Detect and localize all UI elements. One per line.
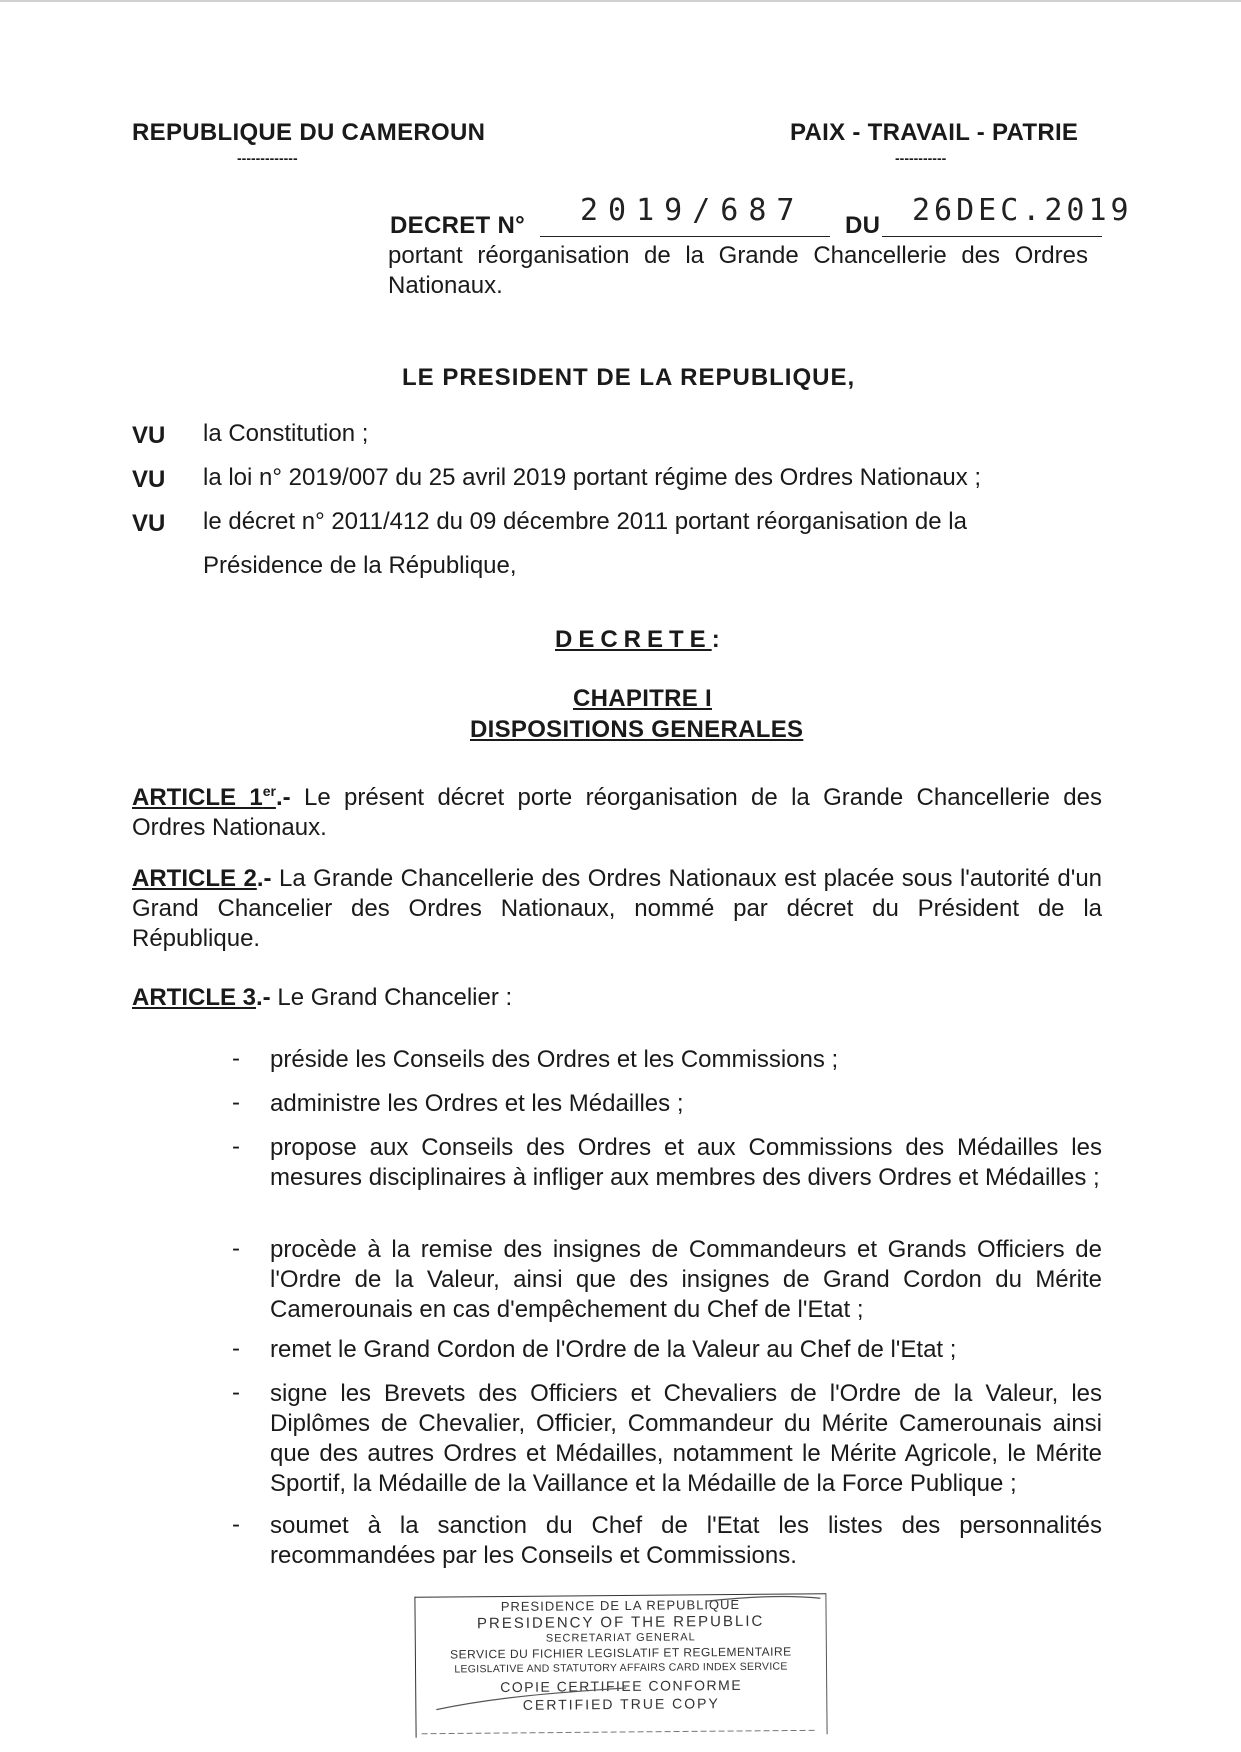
article-label: ARTICLE 2 bbox=[132, 865, 257, 892]
header-motto: PAIX - TRAVAIL - PATRIE bbox=[790, 119, 1079, 146]
bullet-dash: - bbox=[232, 1235, 240, 1262]
article-text: La Grande Chancellerie des Ordres Nationaux est placée sous l'autorité d'un Grand Chancelier des Ordres Nationaux, nommé par décret du Président de la République. bbox=[132, 865, 1103, 952]
bullet-dash: - bbox=[232, 1379, 240, 1406]
bullet-dash: - bbox=[232, 1335, 240, 1362]
decree-number: 2019/687 bbox=[580, 193, 805, 228]
decree-number-rule bbox=[540, 236, 830, 237]
visa-text: la loi n° 2019/007 du 25 avril 2019 portant régime des Ordres Nationaux ; bbox=[203, 464, 982, 491]
decree-date: 26DEC.2019 bbox=[912, 193, 1133, 228]
bullet-item: préside les Conseils des Ordres et les Commissions ; bbox=[270, 1046, 839, 1073]
header-right-dashes: ----------- bbox=[895, 150, 947, 166]
decree-subject: portant réorganisation de la Grande Chancellerie des Ordres Nationaux. bbox=[388, 242, 1088, 299]
bullet-item: remet le Grand Cordon de l'Ordre de la Valeur au Chef de l'Etat ; bbox=[270, 1336, 957, 1363]
stamp-line: COPIE CERTIFIEE CONFORME bbox=[500, 1676, 743, 1696]
certification-stamp bbox=[414, 1593, 827, 1738]
bullet-dash: - bbox=[232, 1089, 240, 1116]
bullet-item: administre les Ordres et les Médailles ; bbox=[270, 1090, 684, 1117]
bullet-item: propose aux Conseils des Ordres et aux Commissions des Médailles les mesures disciplinaires à infliger aux membres des divers Ordres et Médailles ; bbox=[270, 1134, 1102, 1191]
bullet-item: signe les Brevets des Officiers et Chevaliers de l'Ordre de la Valeur, les Diplômes de Chevalier, Officier, Commandeur du Mérite Camerounais ainsi que des autres Ordres et Médailles, notamment le Mérite Agricole, le Mérite Sportif, la Médaille de la Vaillance et la Médaille de la Force Publique ; bbox=[270, 1380, 1102, 1497]
bullet-dash: - bbox=[232, 1133, 240, 1160]
visa-text: le décret n° 2011/412 du 09 décembre 2011 portant réorganisation de la bbox=[203, 508, 967, 535]
bullet-item: procède à la remise des insignes de Commandeurs et Grands Officiers de l'Ordre de la Valeur, ainsi que des insignes de Grand Cordon du Mérite Camerounais en cas d'empêchement du Chef de l'Etat ; bbox=[270, 1236, 1102, 1323]
visa-text: la Constitution ; bbox=[203, 420, 369, 447]
stamp-line: PRESIDENCY OF THE REPUBLIC bbox=[476, 1612, 765, 1633]
article-1: ARTICLE 1er.- Le présent décret porte réorganisation de la Grande Chancellerie des Ordres Nationaux. bbox=[132, 783, 1102, 841]
visa-label: VU bbox=[132, 422, 166, 449]
decrete-colon: : bbox=[711, 626, 726, 653]
article-label: ARTICLE 1er bbox=[132, 783, 276, 811]
visa-label: VU bbox=[132, 466, 166, 493]
bullet-item: soumet à la sanction du Chef de l'Etat les listes des personnalités recommandées par les Conseils et Commissions. bbox=[270, 1512, 1102, 1569]
scan-top-edge bbox=[0, 0, 1241, 2]
chapter-subtitle: DISPOSITIONS GENERALES bbox=[470, 716, 804, 743]
president-heading: LE PRESIDENT DE LA REPUBLIQUE, bbox=[402, 364, 856, 391]
article-2: ARTICLE 2.- La Grande Chancellerie des Ordres Nationaux est placée sous l'autorité d'un Grand Chancelier des Ordres Nationaux, nommé par décret du Président de la République. bbox=[132, 865, 1103, 952]
stamp-line: CERTIFIED TRUE COPY bbox=[522, 1695, 720, 1713]
header-republic: REPUBLIQUE DU CAMEROUN bbox=[132, 119, 486, 146]
decrete-heading: DECRETE bbox=[555, 626, 712, 653]
article-text: Le Grand Chancelier : bbox=[277, 984, 513, 1011]
stamp-line: PRESIDENCE DE LA REPUBLIQUE bbox=[500, 1596, 741, 1615]
header-left-dashes: ------------- bbox=[237, 150, 298, 166]
article-3: ARTICLE 3.- Le Grand Chancelier : bbox=[132, 984, 513, 1011]
visa-text-continued: Présidence de la République, bbox=[203, 552, 517, 579]
chapter-title: CHAPITRE I bbox=[573, 685, 713, 712]
decree-label: DECRET N° bbox=[390, 212, 525, 239]
bullet-dash: - bbox=[232, 1511, 240, 1538]
stamp-line: LEGISLATIVE AND STATUTORY AFFAIRS CARD INDEX SERVICE bbox=[454, 1660, 788, 1676]
stamp-line: SECRETARIAT GENERAL bbox=[545, 1631, 696, 1645]
stamp-line: SERVICE DU FICHIER LEGISLATIF ET REGLEMENTAIRE bbox=[450, 1644, 792, 1662]
stamp-signature-strokes bbox=[415, 1594, 826, 1738]
visa-label: VU bbox=[132, 510, 166, 537]
bullet-dash: - bbox=[232, 1045, 240, 1072]
decree-du-label: DU bbox=[845, 212, 881, 239]
article-text: Le présent décret porte réorganisation de la Grande Chancellerie des Ordres Nationaux. bbox=[132, 784, 1102, 841]
decree-date-rule bbox=[882, 236, 1102, 237]
article-label: ARTICLE 3 bbox=[132, 984, 257, 1011]
